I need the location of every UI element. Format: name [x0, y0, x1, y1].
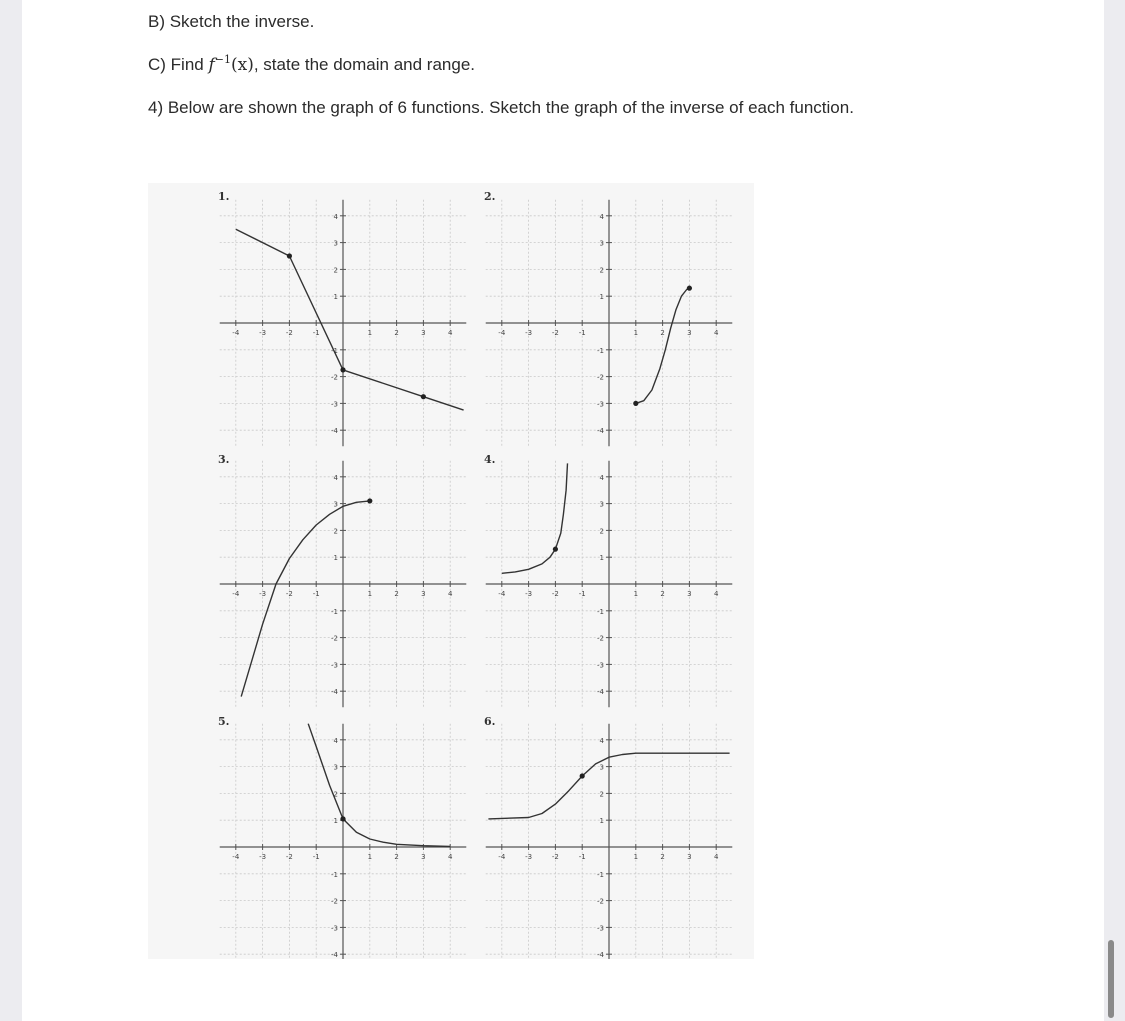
curve-point — [367, 498, 372, 503]
y-tick-label: 3 — [333, 500, 338, 509]
y-tick-label: -3 — [331, 924, 338, 933]
y-tick-label: -2 — [597, 897, 604, 906]
y-tick-label: 1 — [599, 817, 604, 826]
y-tick-label: -2 — [597, 373, 604, 382]
graph-label: 5. — [218, 715, 230, 728]
y-tick-label: 2 — [333, 266, 338, 275]
curve-point — [687, 286, 692, 291]
x-tick-label: -2 — [551, 853, 559, 861]
question-4-text: 4) Below are shown the graph of 6 functions. Sketch the graph of the inverse of each function. — [148, 98, 854, 117]
graph-panel-1 — [218, 190, 466, 446]
y-tick-label: 3 — [599, 239, 604, 248]
y-tick-label: -1 — [597, 870, 604, 879]
x-tick-label: -3 — [525, 590, 533, 598]
y-tick-label: -1 — [331, 870, 338, 879]
y-tick-label: 1 — [333, 554, 338, 563]
y-tick-label: 1 — [333, 817, 338, 826]
x-tick-label: 3 — [687, 590, 692, 598]
x-tick-label: 4 — [447, 853, 453, 861]
y-tick-label: -2 — [331, 634, 338, 643]
y-tick-label: 4 — [333, 212, 338, 221]
graph-label: 1. — [218, 190, 230, 203]
x-tick-label: 1 — [367, 853, 373, 861]
curve-point — [340, 367, 345, 372]
x-tick-label: 2 — [394, 853, 399, 861]
x-tick-label: 4 — [447, 590, 453, 598]
inverse-exponent: −1 — [214, 53, 231, 66]
x-tick-label: -4 — [232, 329, 240, 337]
y-tick-label: 1 — [599, 293, 604, 302]
graph-label: 6. — [484, 715, 496, 728]
y-tick-label: -4 — [331, 427, 338, 436]
y-tick-label: 3 — [599, 500, 604, 509]
graph-panel-4 — [484, 453, 732, 707]
y-tick-label: 4 — [599, 212, 604, 221]
y-tick-label: -1 — [331, 346, 338, 355]
x-tick-label: -3 — [525, 853, 533, 861]
graph-panel-2 — [484, 190, 732, 446]
y-tick-label: 2 — [333, 790, 338, 799]
y-tick-label: 3 — [333, 763, 338, 772]
y-tick-label: -3 — [331, 400, 338, 409]
y-tick-label: -4 — [331, 951, 338, 959]
x-tick-label: 3 — [687, 329, 692, 337]
document-page — [22, 0, 1104, 1021]
y-tick-label: 4 — [599, 736, 604, 745]
graph-panel-3 — [218, 453, 466, 707]
y-tick-label: 2 — [599, 527, 604, 536]
x-tick-label: 4 — [713, 853, 719, 861]
part-b-text: B) Sketch the inverse. — [148, 12, 315, 31]
y-tick-label: 3 — [599, 763, 604, 772]
part-c-suffix: , state the domain and range. — [253, 55, 475, 74]
y-tick-label: 2 — [599, 790, 604, 799]
graph-panel-5 — [218, 715, 466, 959]
x-tick-label: -1 — [578, 590, 586, 598]
y-tick-label: -2 — [331, 897, 338, 906]
x-tick-label: 2 — [660, 853, 665, 861]
y-tick-label: 1 — [599, 554, 604, 563]
x-tick-label: 1 — [367, 329, 373, 337]
x-tick-label: 2 — [660, 329, 665, 337]
function-curve — [308, 724, 450, 847]
part-c-text — [148, 55, 475, 75]
x-tick-label: 2 — [660, 590, 665, 598]
x-tick-label: -2 — [285, 853, 293, 861]
function-symbol: f — [208, 55, 215, 75]
y-tick-label: -4 — [597, 688, 604, 697]
y-tick-label: 4 — [599, 473, 604, 482]
graph-label: 3. — [218, 453, 230, 466]
y-tick-label: -1 — [597, 607, 604, 616]
y-tick-label: -4 — [597, 951, 604, 959]
x-tick-label: 4 — [447, 329, 453, 337]
x-tick-label: 3 — [421, 590, 426, 598]
graphs-svg — [148, 183, 754, 959]
x-tick-label: -4 — [232, 853, 240, 861]
x-tick-label: 3 — [687, 853, 692, 861]
x-tick-label: -4 — [498, 329, 506, 337]
part-c-prefix: C) Find — [148, 55, 209, 74]
y-tick-label: -3 — [597, 661, 604, 670]
x-tick-label: -2 — [285, 590, 293, 598]
curve-point — [287, 253, 292, 258]
x-tick-label: -2 — [285, 329, 293, 337]
x-tick-label: 1 — [367, 590, 373, 598]
x-tick-label: -3 — [259, 853, 267, 861]
x-tick-label: 1 — [633, 590, 639, 598]
curve-point — [633, 401, 638, 406]
y-tick-label: 3 — [333, 239, 338, 248]
function-curve — [236, 229, 464, 410]
x-tick-label: 3 — [421, 853, 426, 861]
y-tick-label: -4 — [331, 688, 338, 697]
x-tick-label: 3 — [421, 329, 426, 337]
x-tick-label: -1 — [578, 853, 586, 861]
y-tick-label: -1 — [331, 607, 338, 616]
x-tick-label: -2 — [551, 329, 559, 337]
x-tick-label: -1 — [578, 329, 586, 337]
x-tick-label: 2 — [394, 590, 399, 598]
x-tick-label: -3 — [259, 590, 267, 598]
y-tick-label: 4 — [333, 736, 338, 745]
x-tick-label: -4 — [498, 853, 506, 861]
graph-label: 4. — [484, 453, 496, 466]
curve-point — [421, 394, 426, 399]
x-tick-label: -2 — [551, 590, 559, 598]
y-tick-label: 2 — [599, 266, 604, 275]
graph-panel-6 — [484, 715, 732, 959]
x-tick-label: -1 — [312, 853, 320, 861]
x-tick-label: 1 — [633, 853, 639, 861]
x-tick-label: 1 — [633, 329, 639, 337]
y-tick-label: 2 — [333, 527, 338, 536]
function-argument: (x) — [230, 55, 254, 75]
y-tick-label: 4 — [333, 473, 338, 482]
x-tick-label: -1 — [312, 590, 320, 598]
y-tick-label: 1 — [333, 293, 338, 302]
curve-point — [553, 547, 558, 552]
y-tick-label: -3 — [597, 924, 604, 933]
curve-point — [340, 816, 345, 821]
y-tick-label: -2 — [597, 634, 604, 643]
vertical-scrollbar[interactable] — [1108, 940, 1114, 1018]
x-tick-label: 4 — [713, 329, 719, 337]
x-tick-label: 4 — [713, 590, 719, 598]
x-tick-label: -4 — [232, 590, 240, 598]
x-tick-label: -3 — [259, 329, 267, 337]
x-tick-label: -1 — [312, 329, 320, 337]
y-tick-label: -3 — [597, 400, 604, 409]
x-tick-label: -3 — [525, 329, 533, 337]
six-function-graphs-figure — [148, 183, 754, 959]
y-tick-label: -1 — [597, 346, 604, 355]
x-tick-label: 2 — [394, 329, 399, 337]
x-tick-label: -4 — [498, 590, 506, 598]
y-tick-label: -2 — [331, 373, 338, 382]
y-tick-label: -4 — [597, 427, 604, 436]
graph-label: 2. — [484, 190, 496, 203]
curve-point — [580, 773, 585, 778]
y-tick-label: -3 — [331, 661, 338, 670]
